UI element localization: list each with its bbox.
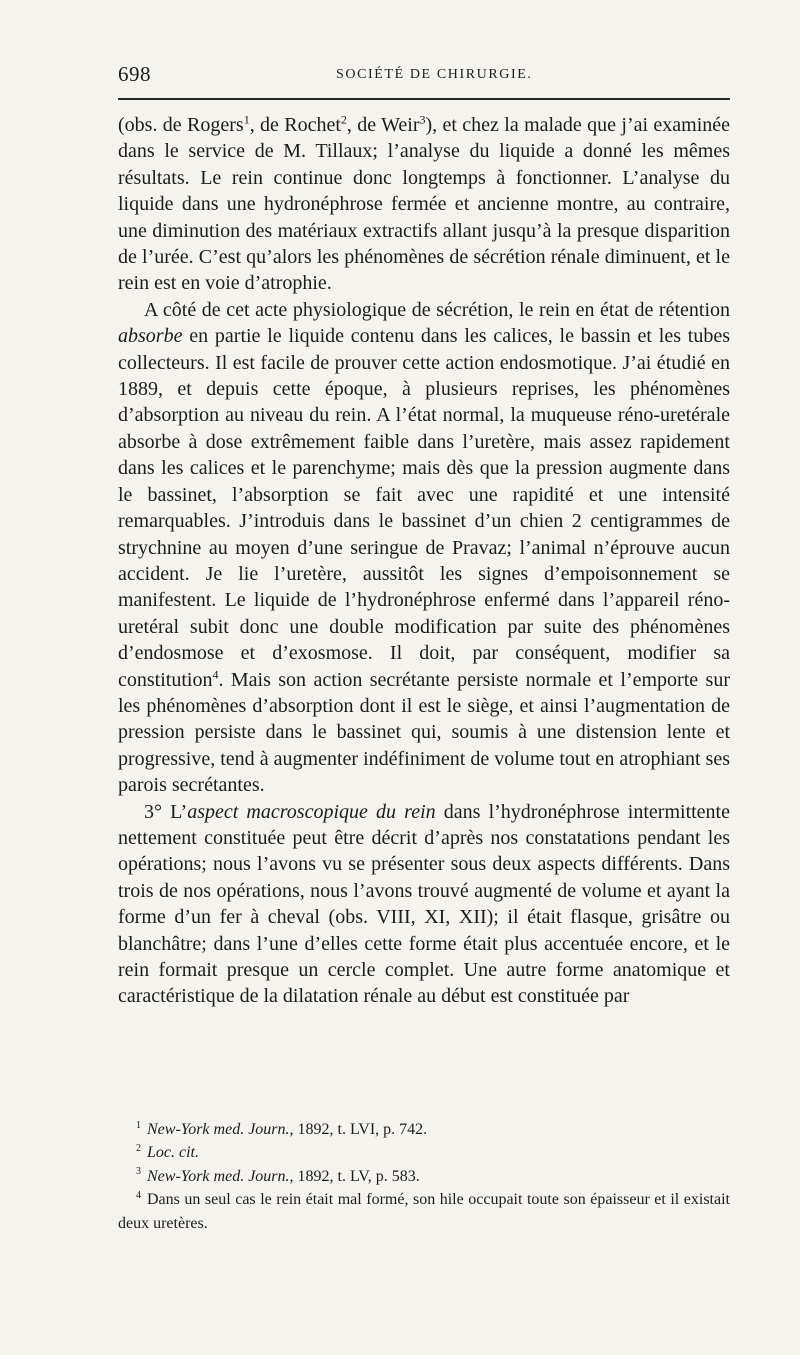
footnote-mark: 2 <box>136 1143 141 1155</box>
footnote-text <box>147 1144 199 1161</box>
paragraph <box>118 112 730 297</box>
header-rule <box>118 98 730 100</box>
running-head: SOCIÉTÉ DE CHIRURGIE. <box>336 67 533 82</box>
text-span: Dans un seul cas le rein était mal formé, son hile occupait toute son épaisseur et il existait deux uretères. <box>118 1191 730 1232</box>
body-text <box>118 112 730 1010</box>
footnotes <box>118 1118 730 1235</box>
paragraph <box>118 297 730 799</box>
text-span: , 1892, t. LV, p. 583. <box>289 1167 420 1185</box>
page-header <box>118 62 730 92</box>
footnote-text <box>147 1121 427 1138</box>
text-span: dans l’hydronéphrose intermittente nettement constituée peut être décrit d’après nos constatations pendant les opérations; nous l’avons vu se présenter sous deux aspects différents. Dans trois de nos opérations, nous l’avons trouvé augmenté de volume et ayant la forme d’un fer à cheval (obs. VIII, XI, XII); il était flasque, grisâtre ou blanchâtre; dans l’une d’elles cette forme était plus accentuée encore, et le rein formait presque un cercle complet. Une autre forme anatomique et caractéristique de la dilatation rénale au début est constituée par <box>118 800 730 1008</box>
text-span: ), et chez la malade que j’ai examinée dans le service de M. Tillaux; l’analyse du liquide a donné les mêmes résultats. Le rein continue donc longtemps à fonctionner. L’analyse du liquide dans une hydronéphrose fermée et ancienne montre, au contraire, une diminution des matériaux extractifs allant jusqu’à la presque disparition de l’urée. C’est qu’alors les phénomènes de sécrétion rénale diminuent, et le rein est en voie d’atrophie. <box>118 114 731 295</box>
footnote-ref: 2 <box>340 112 347 127</box>
footnote-ref: 1 <box>243 112 250 127</box>
footnote <box>118 1141 730 1164</box>
footnote <box>118 1118 730 1141</box>
footnote-mark: 4 <box>136 1189 141 1201</box>
text-span: (obs. de Rogers <box>118 114 244 136</box>
footnote-ref: 4 <box>212 666 219 681</box>
footnote <box>118 1188 730 1235</box>
page-number: 698 <box>118 62 151 86</box>
italic-text: New-York med. Journ. <box>147 1167 290 1185</box>
text-span: 3° L’ <box>144 800 188 823</box>
italic-text: aspect macroscopique du rein <box>187 800 436 823</box>
paragraph <box>118 799 730 1010</box>
footnote-text <box>147 1168 420 1185</box>
footnote-mark: 1 <box>136 1119 141 1131</box>
text-span: en partie le liquide contenu dans les calices, le bassin et les tubes collecteurs. Il est facile de prouver cette action endosmotique. J’ai étudié en 1889, et depuis cette époque, à plusieurs reprises, les phénomènes d’absorption au niveau du rein. A l’état normal, la muqueuse réno-uretérale absorbe à dose extrêmement faible dans l’uretère, mais assez rapidement dans les calices et le parenchyme; mais dès que la pression augmente dans le bassinet, l’absorption se fait avec une rapidité et une intensité remarquables. J’introduis dans le bassinet d’un chien 2 centigrammes de strychnine au moyen d’une seringue de Pravaz; l’animal n’éprouve aucun accident. Je lie l’uretère, aussitôt les signes d’empoisonnement se manifestent. Le liquide de l’hydronéphrose enfermé dans l’appareil réno-uretéral subit donc une double modification par suite des phénomènes d’endosmose et d’exosmose. Il doit, par conséquent, modifier sa constitution <box>118 325 730 691</box>
italic-text: Loc. cit. <box>147 1144 199 1162</box>
text-span: , 1892, t. LVI, p. 742. <box>289 1121 428 1138</box>
footnote-mark: 3 <box>136 1166 141 1178</box>
italic-text: New-York med. Journ. <box>147 1121 290 1138</box>
text-span: . Mais son action secrétante persiste normale et l’emporte sur les phénomènes d’absorption dont il est le siège, et ainsi l’augmentation de pression persiste dans le bassinet qui, soumis à une distension lente et progressive, tend à augmenter indéfiniment de volume tout en atrophiant ses parois secrétantes. <box>118 668 730 797</box>
footnote-ref: 3 <box>419 112 426 127</box>
text-span: A côté de cet acte physiologique de sécrétion, le rein en état de rétention <box>144 298 730 321</box>
text-span: , de Weir <box>346 114 420 136</box>
footnote-text <box>118 1191 730 1231</box>
text-span: , de Rochet <box>249 114 341 136</box>
footnote <box>118 1165 730 1188</box>
italic-text: absorbe <box>118 325 183 348</box>
